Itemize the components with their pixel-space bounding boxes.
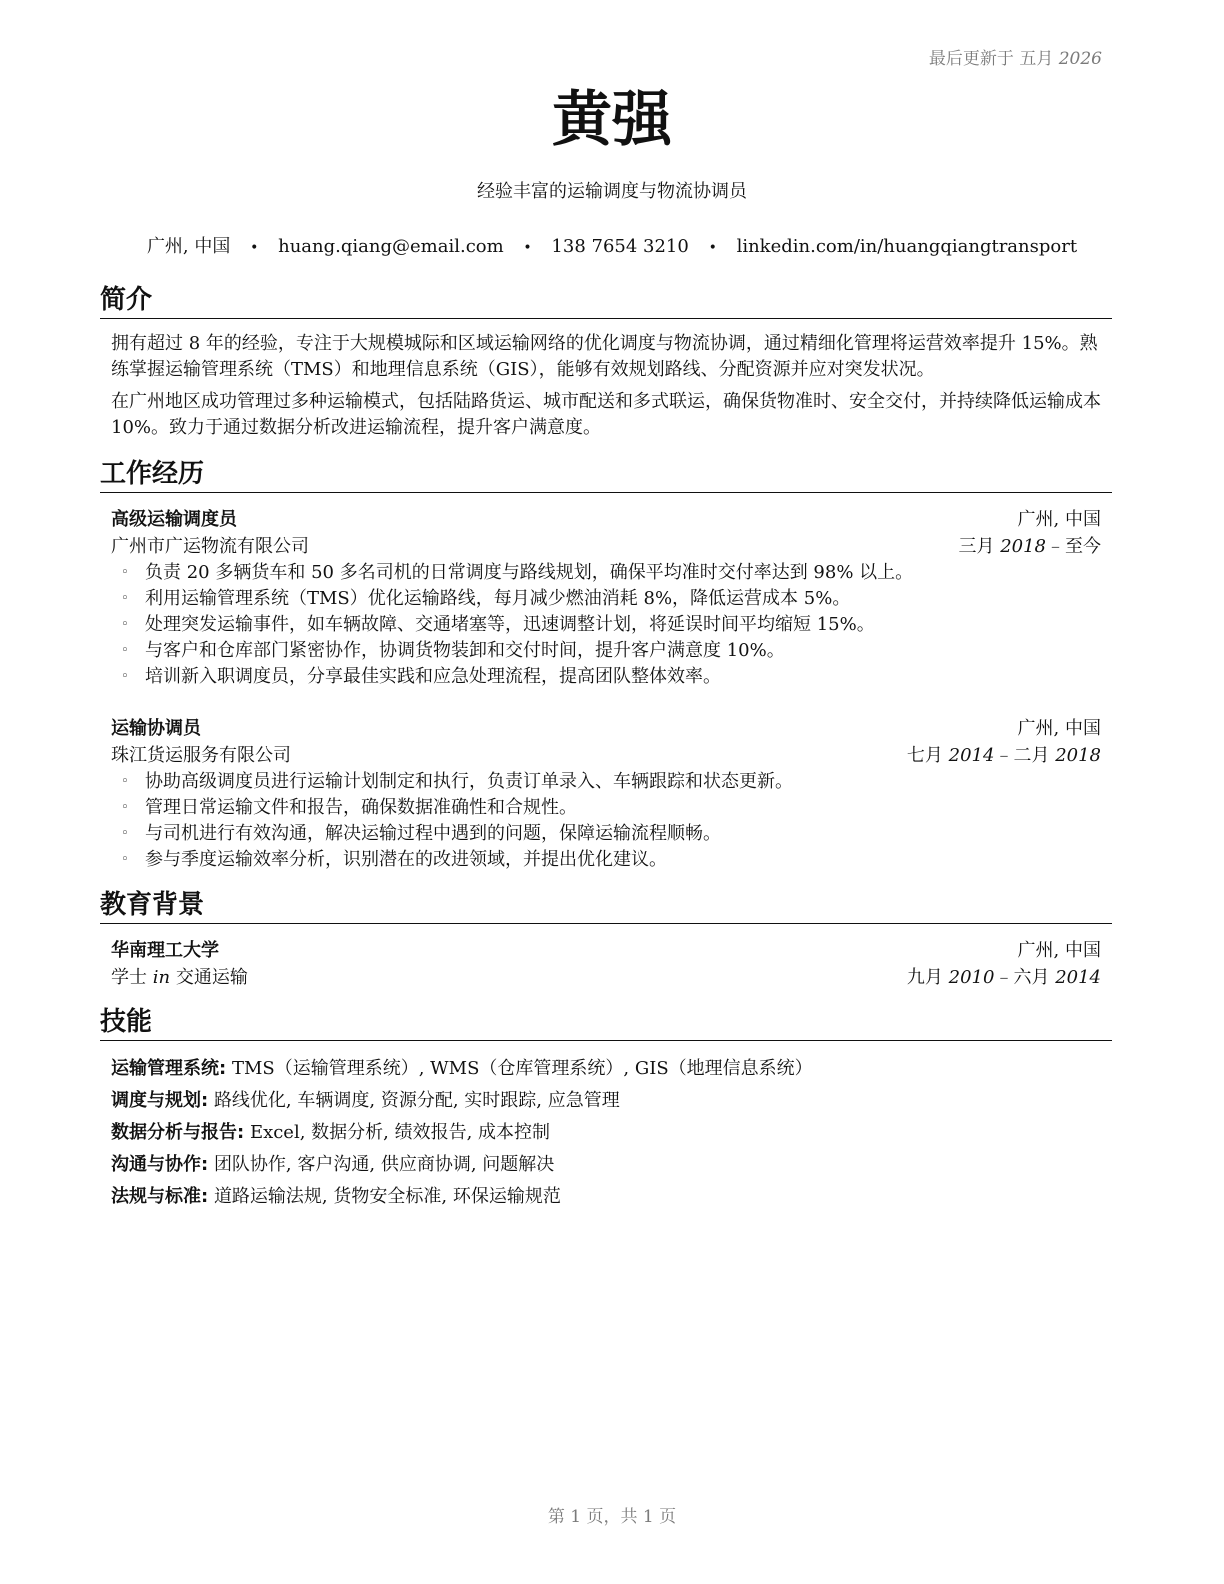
end-month: 二月 <box>1013 745 1050 766</box>
major: 交通运输 <box>175 967 248 988</box>
list-item <box>121 847 1101 873</box>
end-month: 至今 <box>1065 536 1101 557</box>
job-location: 广州, 中国 <box>1017 718 1101 739</box>
date-dash: – <box>1051 536 1060 557</box>
degree: 学士 <box>111 967 147 988</box>
last-updated-label: 最后更新于 <box>928 49 1014 69</box>
contact-separator: • <box>708 240 717 256</box>
summary-paragraph: 拥有超过 8 年的经验，专注于大规模城际和区域运输网络的优化调度与物流协调，通过精细化管理将运营效率提升 15%。熟练掌握运输管理系统（TMS）和地理信息系统（GIS），能够有效规划路线、分配资源并应对突发状况。 <box>111 333 1098 380</box>
list-item <box>121 664 1101 690</box>
contact-separator: • <box>250 240 259 256</box>
experience-entry <box>111 715 1101 873</box>
skills-list <box>111 1053 1101 1213</box>
job-dates <box>907 742 1101 769</box>
contact-separator: • <box>523 240 532 256</box>
skill-label: 数据分析与报告: <box>111 1122 245 1143</box>
bullet-text: 利用运输管理系统（TMS）优化运输路线，每月减少燃油消耗 8%，降低运营成本 5%。 <box>145 588 851 609</box>
start-month: 七月 <box>906 745 943 766</box>
page-footer: 第 1 页，共 1 页 <box>547 1507 677 1527</box>
degree-line <box>111 964 248 991</box>
skill-value: 路线优化, 车辆调度, 资源分配, 实时跟踪, 应急管理 <box>213 1090 620 1111</box>
job-title: 运输协调员 <box>111 718 201 739</box>
contact-line <box>0 232 1224 258</box>
job-title: 高级运输调度员 <box>111 509 237 530</box>
contact-linkedin[interactable]: linkedin.com/in/huangqiangtransport <box>736 236 1078 257</box>
start-year: 2018 <box>1000 536 1046 557</box>
contact-location: 广州, 中国 <box>146 236 231 257</box>
date-dash: – <box>999 967 1009 988</box>
list-item <box>121 612 1101 638</box>
list-item <box>121 821 1101 847</box>
list-item <box>121 586 1101 612</box>
company-name: 珠江货运服务有限公司 <box>111 745 291 766</box>
end-year: 2018 <box>1055 745 1101 766</box>
bullet-text: 参与季度运输效率分析，识别潜在的改进领域，并提出优化建议。 <box>145 849 667 870</box>
skill-label: 沟通与协作: <box>111 1154 209 1175</box>
skill-row <box>111 1085 1101 1117</box>
start-month: 九月 <box>906 967 943 988</box>
bullet-icon: ◦ <box>121 826 129 841</box>
bullet-icon: ◦ <box>121 774 129 789</box>
summary-block <box>111 331 1106 447</box>
degree-in: in <box>152 967 171 988</box>
skill-row <box>111 1117 1101 1149</box>
bullet-icon: ◦ <box>121 591 129 606</box>
section-title-experience: 工作经历 <box>100 458 1112 493</box>
start-year: 2014 <box>948 745 995 766</box>
list-item <box>121 638 1101 664</box>
company-name: 广州市广运物流有限公司 <box>111 536 309 557</box>
last-updated-year: 2026 <box>1058 49 1102 69</box>
skill-value: 团队协作, 客户沟通, 供应商协调, 问题解决 <box>213 1154 555 1175</box>
section-title-education: 教育背景 <box>100 889 1112 924</box>
job-dates <box>958 533 1101 560</box>
bullet-icon: ◦ <box>121 565 129 580</box>
contact-phone: 138 7654 3210 <box>551 236 689 257</box>
skill-value: TMS（运输管理系统）, WMS（仓库管理系统）, GIS（地理信息系统） <box>231 1058 813 1079</box>
school-location: 广州, 中国 <box>1017 940 1101 961</box>
bullet-text: 管理日常运输文件和报告，确保数据准确性和合规性。 <box>145 797 577 818</box>
skill-row <box>111 1053 1101 1085</box>
list-item <box>121 560 1101 586</box>
last-updated-month: 五月 <box>1019 49 1054 69</box>
bullet-text: 处理突发运输事件，如车辆故障、交通堵塞等，迅速调整计划，将延误时间平均缩短 15%。 <box>145 614 875 635</box>
skill-label: 运输管理系统: <box>111 1058 227 1079</box>
bullet-icon: ◦ <box>121 669 129 684</box>
school-name: 华南理工大学 <box>111 940 219 961</box>
bullet-text: 负责 20 多辆货车和 50 多名司机的日常调度与路线规划，确保平均准时交付率达到 98% 以上。 <box>145 562 914 583</box>
resume-name: 黄强 <box>552 85 672 155</box>
bullet-icon: ◦ <box>121 617 129 632</box>
section-title-skills: 技能 <box>100 1006 1112 1041</box>
list-item <box>121 769 1101 795</box>
last-updated <box>929 44 1102 69</box>
skill-label: 调度与规划: <box>111 1090 209 1111</box>
skill-label: 法规与标准: <box>111 1186 209 1207</box>
skill-value: Excel, 数据分析, 绩效报告, 成本控制 <box>249 1122 551 1143</box>
end-year: 2014 <box>1055 967 1101 988</box>
job-location: 广州, 中国 <box>1017 509 1101 530</box>
end-month: 六月 <box>1013 967 1050 988</box>
bullet-text: 与客户和仓库部门紧密协作，协调货物装卸和交付时间，提升客户满意度 10%。 <box>145 640 785 661</box>
list-item <box>121 795 1101 821</box>
bullet-icon: ◦ <box>121 643 129 658</box>
skill-value: 道路运输法规, 货物安全标准, 环保运输规范 <box>213 1186 561 1207</box>
contact-email[interactable]: huang.qiang@email.com <box>278 236 504 257</box>
bullet-text: 协助高级调度员进行运输计划制定和执行，负责订单录入、车辆跟踪和状态更新。 <box>145 771 793 792</box>
bullet-text: 与司机进行有效沟通，解决运输过程中遇到的问题，保障运输流程顺畅。 <box>145 823 721 844</box>
bullet-icon: ◦ <box>121 800 129 815</box>
education-entry <box>111 937 1101 991</box>
bullet-list <box>111 560 1101 690</box>
start-month: 三月 <box>958 536 995 557</box>
skill-row <box>111 1181 1101 1213</box>
bullet-icon: ◦ <box>121 852 129 867</box>
section-title-summary: 简介 <box>100 284 1112 319</box>
summary-paragraph: 在广州地区成功管理过多种运输模式，包括陆路货运、城市配送和多式联运，确保货物准时、安全交付，并持续降低运输成本 10%。致力于通过数据分析改进运输流程，提升客户满意度。 <box>111 391 1101 438</box>
bullet-list <box>111 769 1101 873</box>
date-dash: – <box>999 745 1009 766</box>
experience-entry <box>111 506 1101 690</box>
resume-headline: 经验丰富的运输调度与物流协调员 <box>477 181 747 202</box>
start-year: 2010 <box>948 967 995 988</box>
education-dates <box>907 964 1101 991</box>
skill-row <box>111 1149 1101 1181</box>
bullet-text: 培训新入职调度员，分享最佳实践和应急处理流程，提高团队整体效率。 <box>145 666 721 687</box>
